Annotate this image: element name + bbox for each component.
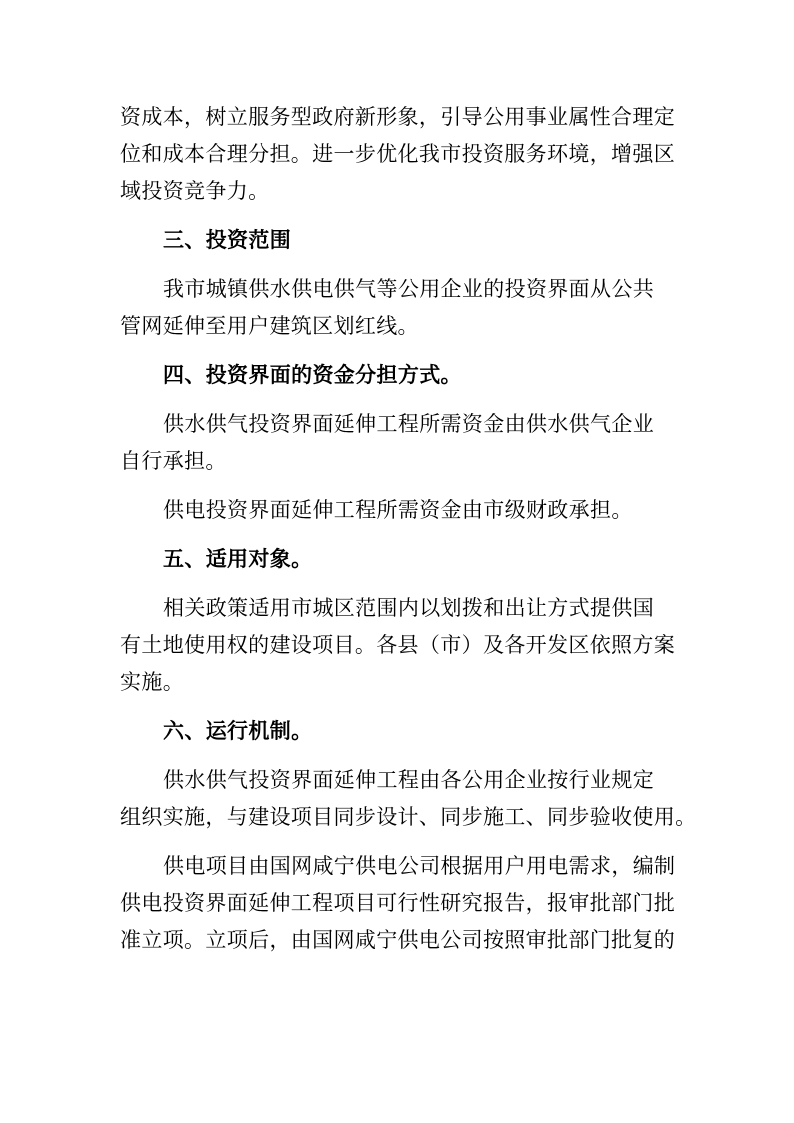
section-heading [120, 222, 674, 259]
text-line: 组织实施，与建设项目同步设计、同步施工、同步验收使用。 [120, 805, 697, 829]
paragraph [120, 406, 674, 480]
text-line: 自行承担。 [120, 449, 227, 473]
text-line: 实施。 [120, 670, 185, 694]
paragraph [120, 590, 674, 701]
text-line: 五、适用对象。 [163, 547, 313, 571]
paragraph [120, 762, 697, 836]
text-line: 域投资竞争力。 [120, 179, 270, 203]
text-line: 供水供气投资界面延伸工程由各公用企业按行业规定 [163, 768, 655, 792]
text-line: 供电投资界面延伸工程所需资金由市级财政承担。 [163, 498, 633, 522]
text-line: 位和成本合理分担。进一步优化我市投资服务环境，增强区 [120, 142, 676, 166]
text-line: 资成本，树立服务型政府新形象，引导公用事业属性合理定 [120, 105, 676, 129]
document-content [120, 99, 697, 959]
paragraph [120, 271, 674, 345]
paragraph [120, 492, 674, 529]
section-heading [120, 713, 674, 750]
text-line: 管网延伸至用户建筑区划红线。 [120, 314, 419, 338]
text-line: 供电项目由国网咸宁供电公司根据用户用电需求，编制 [163, 854, 676, 878]
section-heading [120, 357, 674, 394]
text-line: 准立项。立项后，由国网咸宁供电公司按照审批部门批复的 [120, 928, 676, 952]
paragraph [120, 99, 674, 210]
text-line: 供水供气投资界面延伸工程所需资金由供水供气企业 [163, 412, 655, 436]
paragraph [120, 848, 674, 959]
text-line: 我市城镇供水供电供气等公用企业的投资界面从公共 [163, 277, 655, 301]
section-heading [120, 541, 674, 578]
text-line: 相关政策适用市城区范围内以划拨和出让方式提供国 [163, 596, 655, 620]
text-line: 供电投资界面延伸工程项目可行性研究报告，报审批部门批 [120, 891, 676, 915]
text-line: 有土地使用权的建设项目。各县（市）及各开发区依照方案 [120, 633, 676, 657]
text-line: 三、投资范围 [163, 228, 292, 252]
text-line: 四、投资界面的资金分担方式。 [163, 363, 462, 387]
text-line: 六、运行机制。 [163, 719, 313, 743]
